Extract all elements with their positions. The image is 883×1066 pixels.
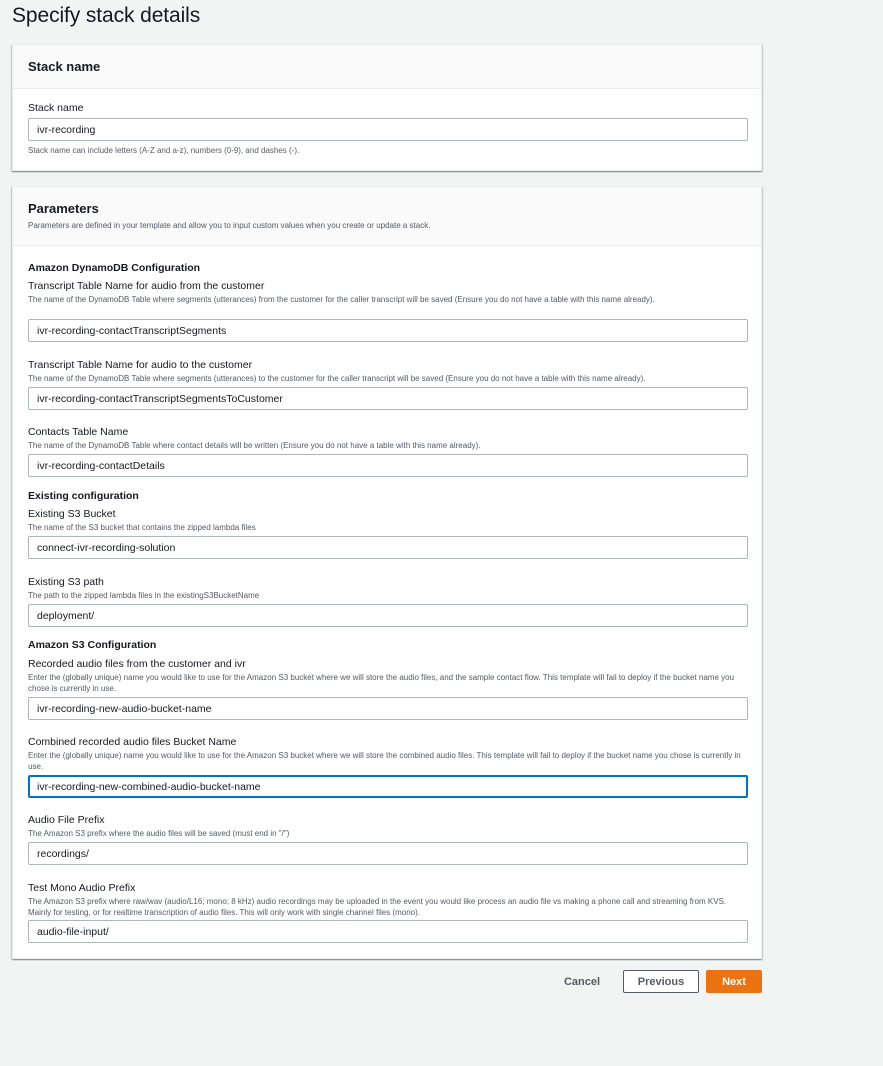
contacts-table-input[interactable] [28, 454, 748, 477]
parameters-panel-title: Parameters [28, 201, 99, 216]
test-mono-audio-prefix-label: Test Mono Audio Prefix [28, 882, 136, 894]
audio-file-prefix-input[interactable] [28, 842, 748, 865]
combined-audio-bucket-desc: Enter the (globally unique) name you would like to use for the Amazon S3 bucket where we will store the combined audio files. This template will fail to deploy if the bucket name you chose is currently in use. [28, 751, 741, 771]
stack-name-input[interactable] [28, 118, 748, 141]
parameters-panel-header [13, 187, 761, 246]
recorded-audio-bucket-input[interactable] [28, 697, 748, 720]
contacts-table-desc: The name of the DynamoDB Table where contact details will be written (Ensure you do not have a table with this name already). [28, 441, 481, 450]
test-mono-audio-prefix-input[interactable] [28, 920, 748, 943]
existing-s3-path-input[interactable] [28, 604, 748, 627]
stack-name-panel-title: Stack name [28, 59, 101, 74]
stack-name-panel [12, 44, 762, 171]
parameters-panel-body [13, 246, 761, 959]
existing-s3-path-label: Existing S3 path [28, 576, 104, 588]
audio-file-prefix-desc: The Amazon S3 prefix where the audio files will be saved (must end in "/") [28, 829, 290, 838]
stack-name-constraint: Stack name can include letters (A-Z and a-z), numbers (0-9), and dashes (-). [28, 146, 300, 155]
transcript-table-to-customer-desc: The name of the DynamoDB Table where segments (utterances) to the customer for the caller transcript will be saved (Ensure you do not have a table with this name already). [28, 374, 646, 383]
parameters-panel [12, 186, 762, 959]
transcript-table-from-customer-input[interactable] [28, 319, 748, 342]
stack-name-panel-header [13, 45, 761, 89]
stack-name-panel-body [13, 89, 761, 171]
audio-file-prefix-label: Audio File Prefix [28, 814, 105, 826]
combined-audio-bucket-label: Combined recorded audio files Bucket Name [28, 736, 237, 748]
existing-s3-bucket-input[interactable] [28, 536, 748, 559]
transcript-table-to-customer-label: Transcript Table Name for audio to the customer [28, 359, 253, 371]
stack-name-label: Stack name [28, 102, 84, 114]
recorded-audio-bucket-desc: Enter the (globally unique) name you would like to use for the Amazon S3 bucket where we will store the audio files, and the sample contact flow. This template will fail to deploy if the bucket name you chose is currently in use. [28, 673, 735, 693]
existing-s3-bucket-label: Existing S3 Bucket [28, 508, 116, 520]
next-button[interactable]: Next [706, 970, 762, 993]
page-title: Specify stack details [12, 4, 201, 27]
previous-button[interactable]: Previous [623, 970, 699, 993]
s3-section-heading: Amazon S3 Configuration [28, 639, 157, 651]
contacts-table-label: Contacts Table Name [28, 426, 129, 438]
transcript-table-to-customer-input[interactable] [28, 387, 748, 410]
parameters-panel-description: Parameters are defined in your template and allow you to input custom values when you create or update a stack. [28, 221, 431, 230]
transcript-table-from-customer-label: Transcript Table Name for audio from the customer [28, 280, 265, 292]
existing-s3-bucket-desc: The name of the S3 bucket that contains the zipped lambda files [28, 523, 256, 532]
transcript-table-from-customer-desc: The name of the DynamoDB Table where segments (utterances) from the customer for the caller transcript will be saved (Ensure you do not have a table with this name already). [28, 295, 655, 304]
test-mono-audio-prefix-desc: The Amazon S3 prefix where raw/wav (audio/L16; mono; 8 kHz) audio recordings may be uploaded in the event you would like process an audio file vs making a phone call and streaming from KVS. Mainly for testing, or for realtime transcription of audio files. This will only work with single channel files (mono). [28, 897, 727, 917]
existing-s3-path-desc: The path to the zipped lambda files in the existingS3BucketName [28, 591, 260, 600]
combined-audio-bucket-input[interactable] [28, 775, 748, 798]
recorded-audio-bucket-label: Recorded audio files from the customer and ivr [28, 658, 246, 670]
cancel-button[interactable]: Cancel [556, 970, 608, 993]
dynamodb-section-heading: Amazon DynamoDB Configuration [28, 262, 201, 274]
existing-config-section-heading: Existing configuration [28, 490, 139, 502]
